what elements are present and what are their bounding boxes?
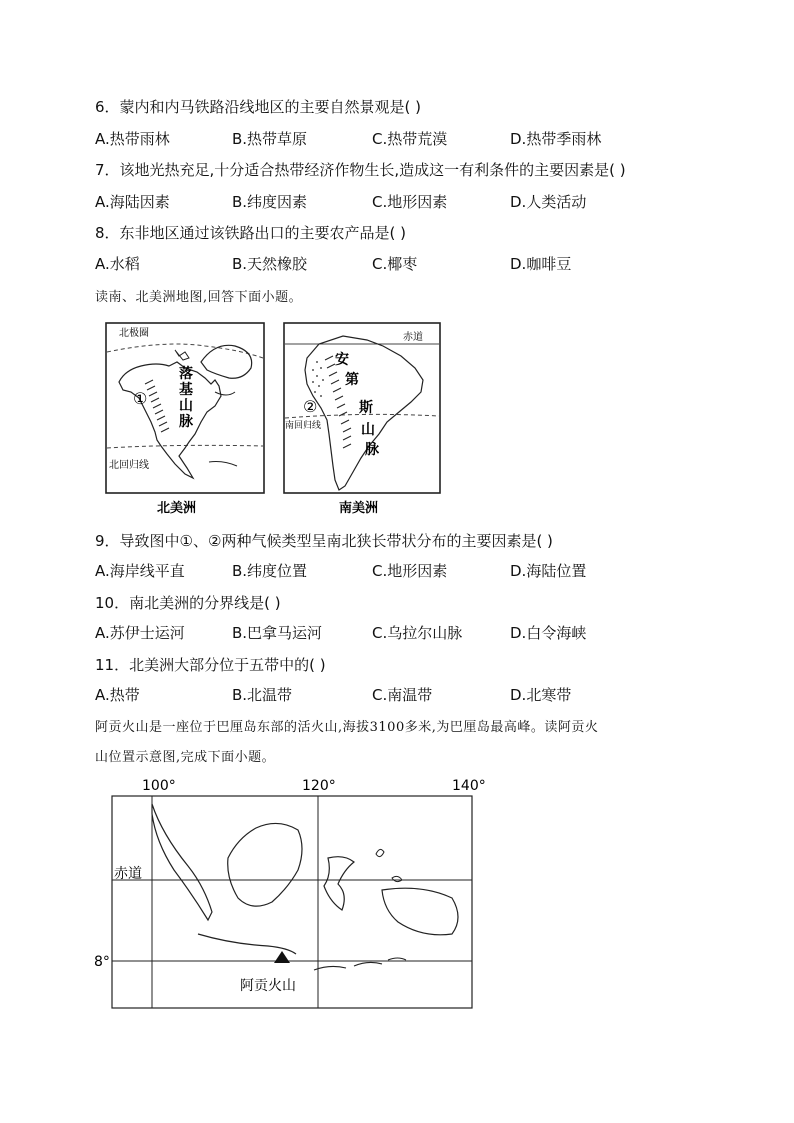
- arctic-circle-label: 北极圈: [119, 328, 149, 339]
- andes-char-2: 第: [345, 372, 359, 388]
- rocky-char-4: 脉: [179, 414, 193, 430]
- option-d[interactable]: D.海陆位置: [510, 562, 587, 580]
- tropic-of-capricorn-label: 南回归线: [285, 421, 322, 431]
- option-b[interactable]: B.天然橡胶: [232, 255, 308, 273]
- lon-label-140: 140°: [452, 778, 486, 794]
- volcano-intro-line-2: 山位置示意图,完成下面小题。: [95, 750, 276, 765]
- equator-label: 赤道: [114, 866, 142, 882]
- equator-label: 赤道: [403, 332, 423, 343]
- option-c[interactable]: C.热带荒漠: [372, 130, 448, 148]
- option-c[interactable]: C.乌拉尔山脉: [372, 624, 463, 642]
- lon-label-100: 100°: [142, 778, 176, 794]
- option-b[interactable]: B.纬度位置: [232, 562, 308, 580]
- north-america-map: [105, 322, 267, 518]
- south-america-map: [283, 322, 443, 518]
- question-10-options: [95, 622, 695, 642]
- rocky-char-2: 基: [179, 382, 193, 398]
- question-7-text: 7．该地光热充足,十分适合热带经济作物生长,造成这一有利条件的主要因素是( ): [95, 161, 626, 179]
- question-6-text: 6．蒙内和内马铁路沿线地区的主要自然景观是( ): [95, 98, 422, 116]
- question-9-options: [95, 560, 695, 580]
- rocky-char-3: 山: [179, 398, 193, 414]
- question-11-text: 11．北美洲大部分位于五带中的( ): [95, 656, 326, 674]
- option-d[interactable]: D.热带季雨林: [510, 130, 602, 148]
- lat-label-8: 8°: [94, 954, 110, 970]
- option-d[interactable]: D.白令海峡: [510, 624, 587, 642]
- question-8-options: [95, 253, 695, 273]
- tropic-of-cancer-label-text: 北回归线: [109, 460, 149, 471]
- lon-label-120: 120°: [302, 778, 336, 794]
- volcano-intro-line-1: 阿贡火山是一座位于巴厘岛东部的活火山,海拔3100多米,为巴厘岛最高峰。读阿贡火: [95, 720, 599, 735]
- climate-marker-2: ②: [303, 397, 318, 416]
- question-11-options: [95, 684, 695, 704]
- option-a[interactable]: A.热带: [95, 686, 140, 704]
- agung-volcano-map: [92, 774, 492, 1014]
- option-c[interactable]: C.南温带: [372, 686, 433, 704]
- question-9-text: 9．导致图中①、②两种气候类型呈南北狭长带状分布的主要因素是( ): [95, 532, 553, 550]
- andes-char-1: 安: [335, 352, 349, 368]
- north-america-caption: 北美洲: [157, 501, 197, 516]
- option-a[interactable]: A.海岸线平直: [95, 562, 185, 580]
- option-a[interactable]: A.水稻: [95, 255, 140, 273]
- question-7-options: [95, 191, 695, 211]
- option-b[interactable]: B.巴拿马运河: [232, 624, 323, 642]
- option-b[interactable]: B.北温带: [232, 686, 293, 704]
- rocky-char-1: 落: [179, 366, 193, 382]
- option-c[interactable]: C.地形因素: [372, 562, 448, 580]
- option-a[interactable]: A.热带雨林: [95, 130, 170, 148]
- climate-marker-1: ①: [133, 389, 148, 408]
- option-b[interactable]: B.热带草原: [232, 130, 308, 148]
- andes-char-3: 斯: [359, 400, 373, 416]
- option-b[interactable]: B.纬度因素: [232, 193, 308, 211]
- option-a[interactable]: A.海陆因素: [95, 193, 170, 211]
- option-c[interactable]: C.椰枣: [372, 255, 418, 273]
- option-d[interactable]: D.人类活动: [510, 193, 587, 211]
- question-8-text: 8．东非地区通过该铁路出口的主要农产品是( ): [95, 224, 407, 242]
- option-d[interactable]: D.咖啡豆: [510, 255, 572, 273]
- south-america-caption: 南美洲: [339, 501, 379, 516]
- question-6-options: [95, 128, 695, 148]
- americas-intro: 读南、北美洲地图,回答下面小题。: [95, 290, 303, 305]
- andes-char-5: 脉: [365, 442, 379, 458]
- agung-volcano-label: 阿贡火山: [240, 978, 296, 994]
- option-c[interactable]: C.地形因素: [372, 193, 448, 211]
- question-10-text: 10．南北美洲的分界线是( ): [95, 594, 281, 612]
- andes-char-4: 山: [361, 422, 375, 438]
- option-a[interactable]: A.苏伊士运河: [95, 624, 185, 642]
- map-frame: [112, 796, 472, 1008]
- option-d[interactable]: D.北寒带: [510, 686, 572, 704]
